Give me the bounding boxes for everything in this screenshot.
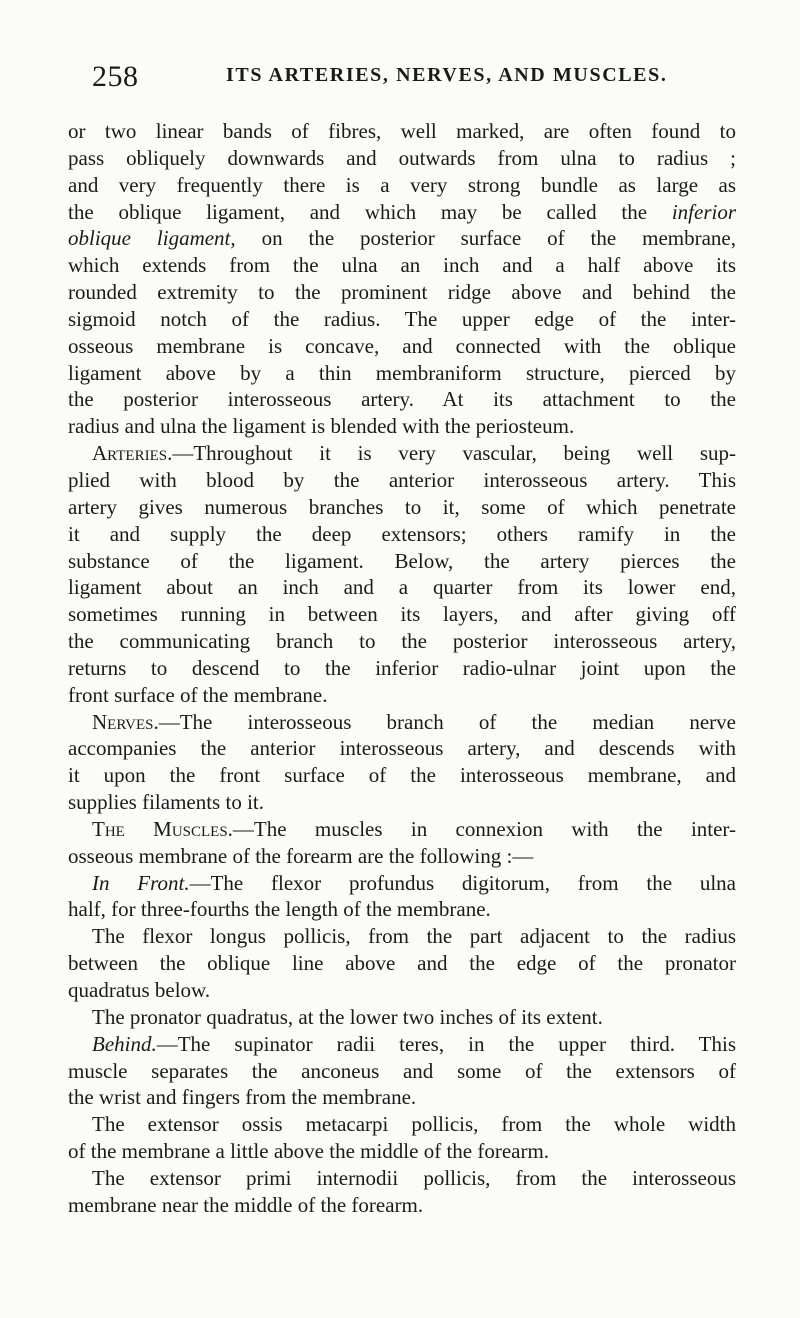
text-run: membrane near the middle of the forearm. (68, 1192, 424, 1217)
text-run: —The supinator radii teres, in the upper third. This (156, 1031, 736, 1056)
text-run: substance of the ligament. Below, the artery pierces the (68, 548, 736, 573)
text-run: ligament about an inch and a quarter from its lower end, (68, 575, 736, 600)
text-line (68, 1084, 736, 1111)
text-run: artery gives numerous branches to it, some of which penetrate (68, 494, 736, 519)
text-run: returns to descend to the inferior radio-ulnar joint upon the (68, 655, 736, 680)
text-run: sigmoid notch of the radius. The upper edge of the inter- (68, 306, 736, 331)
text-run: front surface of the membrane. (68, 682, 328, 707)
text-run: and very frequently there is a very strong bundle as large as (68, 172, 736, 197)
text-run: the communicating branch to the posterior interosseous artery, (68, 629, 736, 654)
body-text (68, 118, 736, 1219)
text-line (68, 306, 736, 333)
text-run: pass obliquely downwards and outwards from ulna to radius ; (68, 145, 736, 170)
text-run: the wrist and fingers from the membrane. (68, 1085, 417, 1110)
text-run: accompanies the anterior interosseous artery, and descends with (68, 736, 736, 761)
text-line (68, 843, 736, 870)
text-run: it upon the front surface of the interosseous membrane, and (68, 763, 736, 788)
italic-term: inferior (671, 199, 736, 224)
text-line (68, 655, 736, 682)
text-run: osseous membrane is concave, and connected with the oblique (68, 333, 736, 358)
text-run: plied with blood by the anterior interosseous artery. This (68, 467, 736, 492)
text-line (68, 1192, 736, 1219)
text-line (68, 1138, 736, 1165)
text-run: of the membrane a little above the middle of the forearm. (68, 1139, 550, 1164)
text-run: The extensor ossis metacarpi pollicis, from the whole width (92, 1112, 736, 1137)
text-line (68, 172, 736, 199)
text-run: or two linear bands of fibres, well marked, are often found to (68, 119, 736, 143)
text-line (68, 548, 736, 575)
text-line (68, 896, 736, 923)
italic-term: oblique ligament, (68, 226, 236, 251)
text-run: —Throughout it is very vascular, being well sup- (172, 441, 736, 466)
running-header (92, 56, 732, 93)
text-run: —The flexor profundus digitorum, from the ulna (189, 870, 736, 895)
text-line (68, 950, 736, 977)
text-run: —The interosseous branch of the median nerve (158, 709, 736, 734)
text-line (68, 977, 736, 1004)
section-heading: Nerves. (92, 709, 159, 734)
text-run: muscle separates the anconeus and some of the extensors of (68, 1058, 736, 1083)
text-run: The pronator quadratus, at the lower two inches of its extent. (92, 1004, 603, 1029)
text-line (68, 923, 736, 950)
text-run: ligament above by a thin membraniform structure, pierced by (68, 360, 736, 385)
text-line (68, 521, 736, 548)
text-run: sometimes running in between its layers, and after giving off (68, 602, 736, 627)
text-line (68, 1111, 736, 1138)
running-title: ITS ARTERIES, NERVES, AND MUSCLES. (226, 64, 668, 86)
text-run: half, for three-fourths the length of the membrane. (68, 897, 491, 922)
text-line (68, 467, 736, 494)
text-line (68, 360, 736, 387)
text-line (68, 279, 736, 306)
text-line (68, 682, 736, 709)
text-line (68, 789, 736, 816)
text-line (68, 816, 736, 843)
section-heading: Arteries. (92, 441, 173, 466)
text-run: the posterior interosseous artery. At its attachment to the (68, 387, 736, 412)
text-line (68, 1058, 736, 1085)
text-run: quadratus below. (68, 978, 211, 1002)
text-run: rounded extremity to the prominent ridge above and behind the (68, 280, 736, 305)
text-line (68, 225, 736, 252)
text-line (68, 574, 736, 601)
text-run: it and supply the deep extensors; others ramify in the (68, 521, 736, 546)
text-run: between the oblique line above and the edge of the pronator (68, 951, 736, 976)
text-line (68, 386, 736, 413)
text-run: The flexor longus pollicis, from the part adjacent to the radius (92, 924, 736, 949)
text-run: The extensor primi internodii pollicis, from the interosseous (92, 1165, 736, 1190)
italic-term: Behind. (92, 1031, 157, 1056)
text-line (68, 1165, 736, 1192)
text-line (68, 1031, 736, 1058)
text-line (68, 413, 736, 440)
text-line (68, 440, 736, 467)
text-run: on the posterior surface of the membrane, (235, 226, 737, 251)
section-heading: The Muscles. (92, 816, 233, 841)
text-line (68, 601, 736, 628)
text-line (68, 494, 736, 521)
text-line (68, 199, 736, 226)
text-line (68, 145, 736, 172)
text-line (68, 1004, 736, 1031)
page-number: 258 (92, 60, 139, 93)
text-run: radius and ulna the ligament is blended with the periosteum. (68, 414, 575, 439)
text-run: osseous membrane of the forearm are the following :— (68, 843, 534, 868)
text-run: which extends from the ulna an inch and a half above its (68, 253, 736, 278)
text-run: supplies filaments to it. (68, 790, 264, 815)
text-line (68, 870, 736, 897)
text-line (68, 252, 736, 279)
text-line (68, 118, 736, 145)
text-line (68, 762, 736, 789)
italic-term: In Front. (92, 870, 190, 895)
text-line (68, 709, 736, 736)
text-run: —The muscles in connexion with the inter- (232, 816, 736, 841)
text-run: the oblique ligament, and which may be called the (68, 199, 672, 224)
text-line (68, 628, 736, 655)
text-line (68, 735, 736, 762)
text-line (68, 333, 736, 360)
